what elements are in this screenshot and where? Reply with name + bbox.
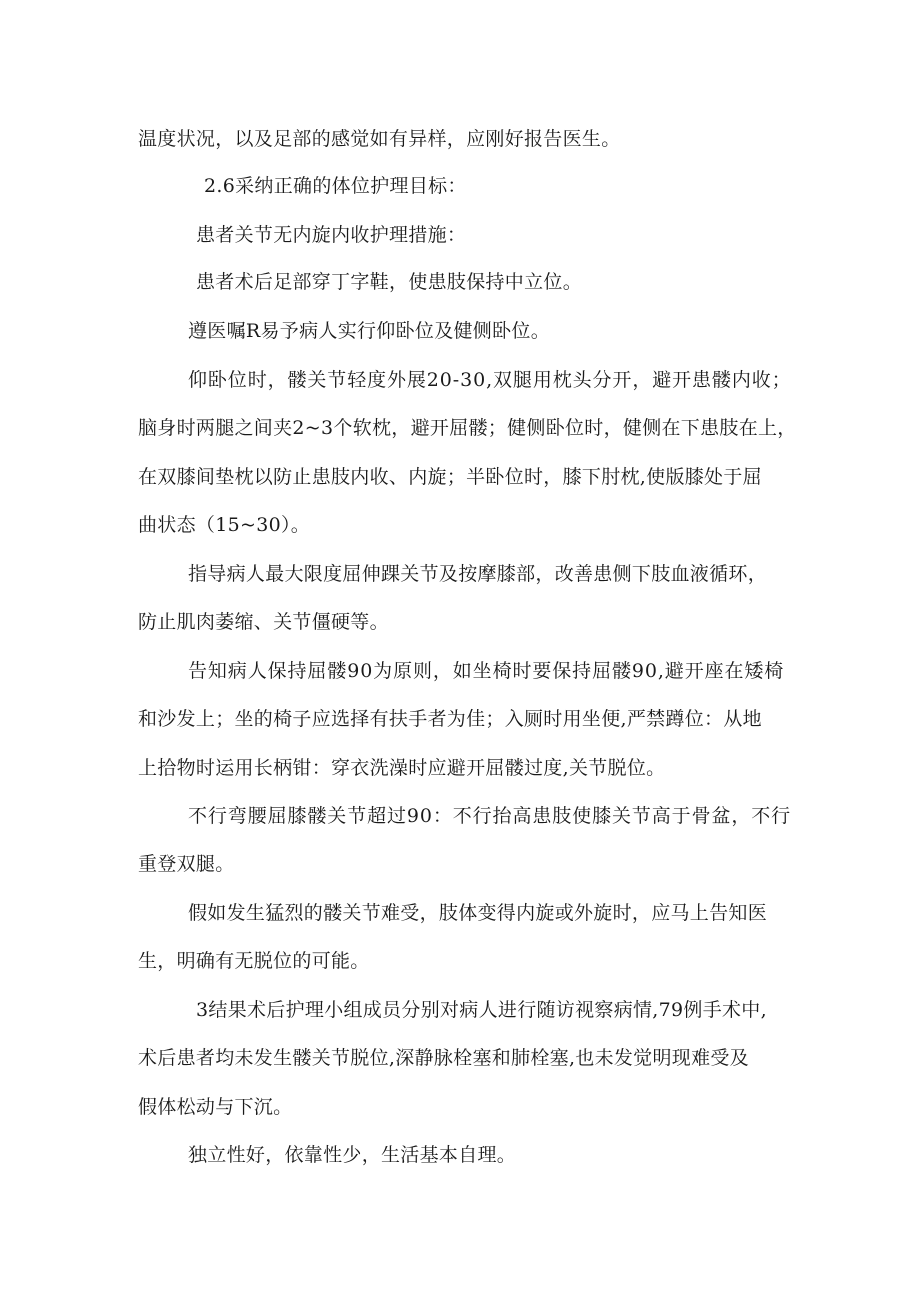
text-line: 假如发生猛烈的髅关节难受，肢体变得内旋或外旋时，应马上告知医	[188, 902, 768, 924]
text-line: 遵医嘱R易予病人实行仰卧位及健侧卧位。	[188, 320, 551, 342]
text-line: 不行弯腰屈膝髅关节超过90：不行抬高患肢使膝关节高于骨盆，不行	[188, 805, 792, 827]
text-line: 患者术后足部穿丁字鞋，使患肢保持中立位。	[196, 271, 583, 293]
section-heading: 2.6采纳正确的体位护理目标：	[204, 175, 467, 197]
text-line: 防止肌肉萎缩、关节僵硬等。	[138, 611, 389, 633]
text-line: 温度状况，以及足部的感觉如有异样，应刚好报告医生。	[138, 128, 621, 150]
text-line: 患者关节无内旋内收护理措施：	[196, 224, 467, 246]
text-line: 术后患者均未发生髅关节脱位,深静脉栓塞和肺栓塞,也未发觉明现难受及	[138, 1047, 749, 1069]
text-line: 告知病人保持屈髅90为原则，如坐椅时要保持屈髅90,避开座在矮椅	[188, 660, 785, 682]
text-line: 重登双腿。	[138, 853, 235, 875]
text-line: 和沙发上；坐的椅子应选择有扶手者为佳；入厕时用坐便,严禁蹲位：从地	[138, 708, 762, 730]
text-line: 3结果术后护理小组成员分别对病人进行随访视察病情,79例手术中,	[196, 999, 767, 1021]
text-line: 上拾物时运用长柄钳：穿衣洗澡时应避开屈髅过度,关节脱位。	[138, 757, 666, 779]
text-line: 生，明确有无脱位的可能。	[138, 950, 370, 972]
text-line: 在双膝间垫枕以防止患肢内收、内旋；半卧位时，膝下肘枕,使版膝处于屈	[138, 466, 762, 488]
text-line: 仰卧位时，髅关节轻度外展20-30,双腿用枕头分开，避开患髅内收；	[188, 369, 792, 391]
text-line: 假体松动与下沉。	[138, 1096, 293, 1118]
text-line: 曲状态（15~30）。	[138, 514, 311, 536]
text-line: 脑身时两腿之间夹2~3个软枕，避开屈髅；健侧卧位时，健侧在下患肢在上，	[138, 417, 797, 439]
text-line: 指导病人最大限度屈伸踝关节及按摩膝部，改善患侧下肢血液循环，	[188, 563, 768, 585]
text-line: 独立性好，依靠性少，生活基本自理。	[188, 1144, 517, 1166]
